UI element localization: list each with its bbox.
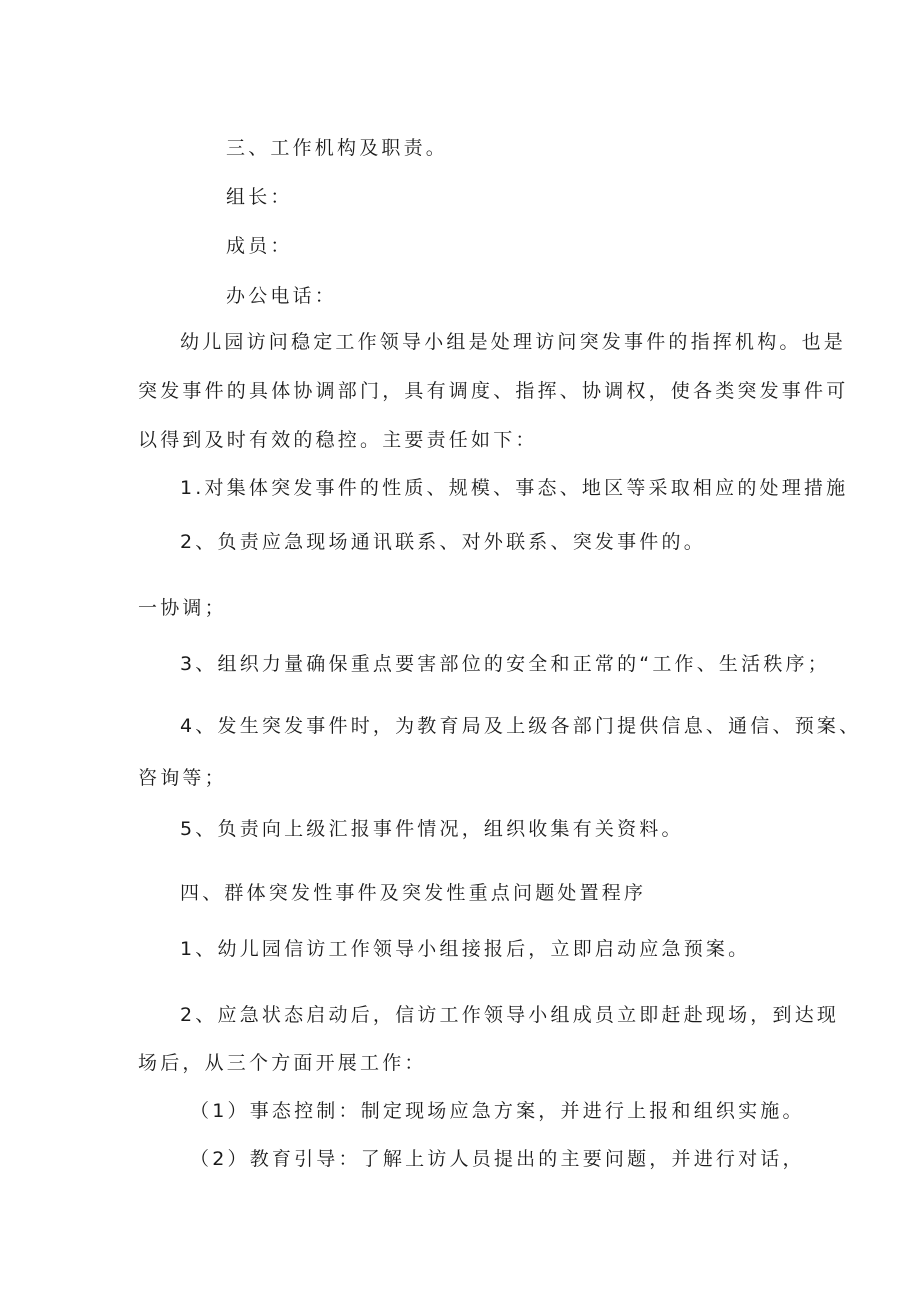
list-item-5: 5、负责向上级汇报事件情况，组织收集有关资料。 [180,818,684,840]
paragraph-line: 以得到及时有效的稳控。主要责任如下： [138,429,538,451]
list-item-2-continuation: 一协调； [138,597,227,619]
members-label: 成员： [226,235,293,257]
list-item-3: 3、组织力量确保重点要害部位的安全和正常的“工作、生活秩序； [180,653,830,675]
team-leader-label: 组长： [226,186,293,208]
procedure-subitem-2: （2）教育引导：了解上访人员提出的主要问题，并进行对话， [190,1148,805,1170]
procedure-subitem-1: （1）事态控制：制定现场应急方案，并进行上报和组织实施。 [190,1100,805,1122]
section-heading-3: 三、工作机构及职责。 [226,137,449,159]
paragraph-line: 突发事件的具体协调部门，具有调度、指挥、协调权，使各类突发事件可 [138,380,849,402]
office-phone-label: 办公电话： [226,285,338,307]
list-item-1: 1.对集体突发事件的性质、规模、事态、地区等采取相应的处理措施 [180,477,849,499]
list-item-4: 4、发生突发事件时，为教育局及上级各部门提供信息、通信、预案、 [180,715,862,737]
section-heading-4: 四、群体突发性事件及突发性重点问题处置程序 [180,882,647,904]
list-item-2: 2、负责应急现场通讯联系、对外联系、突发事件的。 [180,531,706,553]
list-item-4-continuation: 咨询等； [138,767,227,789]
procedure-item-2-continuation: 场后，从三个方面开展工作： [138,1052,427,1074]
procedure-item-2: 2、应急状态启动后，信访工作领导小组成员立即赶赴现场，到达现 [180,1004,840,1026]
procedure-item-1: 1、幼儿园信访工作领导小组接报后，立即启动应急预案。 [180,938,751,960]
paragraph-line: 幼儿园访问稳定工作领导小组是处理访问突发事件的指挥机构。也是 [180,331,847,353]
